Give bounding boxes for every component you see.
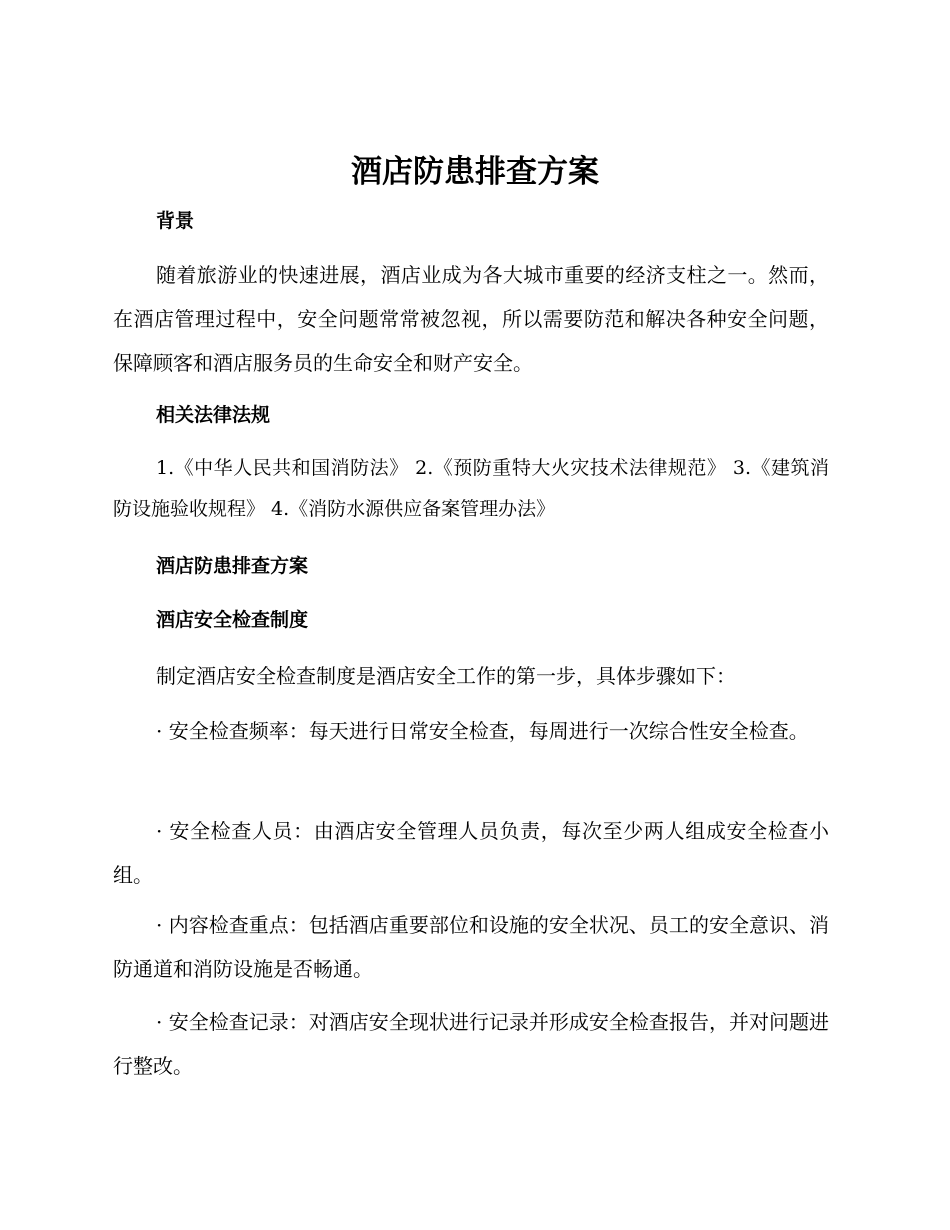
section-heading-background: 背景 [156, 210, 195, 232]
bullet-inspection-personnel: · 安全检查人员：由酒店安全管理人员负责，每次至少两人组成安全检查小组。 [113, 819, 829, 887]
bullet-inspection-records: · 安全检查记录：对酒店安全现状进行记录并形成安全检查报告，并对问题进行整改。 [113, 1010, 829, 1078]
bullet-inspection-frequency: · 安全检查频率：每天进行日常安全检查，每周进行一次综合性安全检查。 [156, 719, 809, 743]
section-heading-plan: 酒店防患排查方案 [156, 555, 309, 577]
inspection-system-intro: 制定酒店安全检查制度是酒店安全工作的第一步，具体步骤如下： [156, 664, 736, 688]
bullet-inspection-focus: · 内容检查重点：包括酒店重要部位和设施的安全状况、员工的安全意识、消防通道和消防设施是否畅通。 [113, 913, 829, 981]
laws-paragraph: 1.《中华人民共和国消防法》 2.《预防重特大火灾技术法律规范》 3.《建筑消防设施验收规程》 4.《消防水源供应备案管理办法》 [113, 457, 829, 520]
section-heading-inspection-system: 酒店安全检查制度 [156, 609, 309, 631]
section-heading-laws: 相关法律法规 [156, 404, 271, 426]
document-title: 酒店防患排查方案 [351, 154, 599, 190]
background-paragraph: 随着旅游业的快速进展，酒店业成为各大城市重要的经济支柱之一。然而，在酒店管理过程中，安全问题常常被忽视，所以需要防范和解决各种安全问题，保障顾客和酒店服务员的生命安全和财产安全。 [113, 263, 829, 375]
